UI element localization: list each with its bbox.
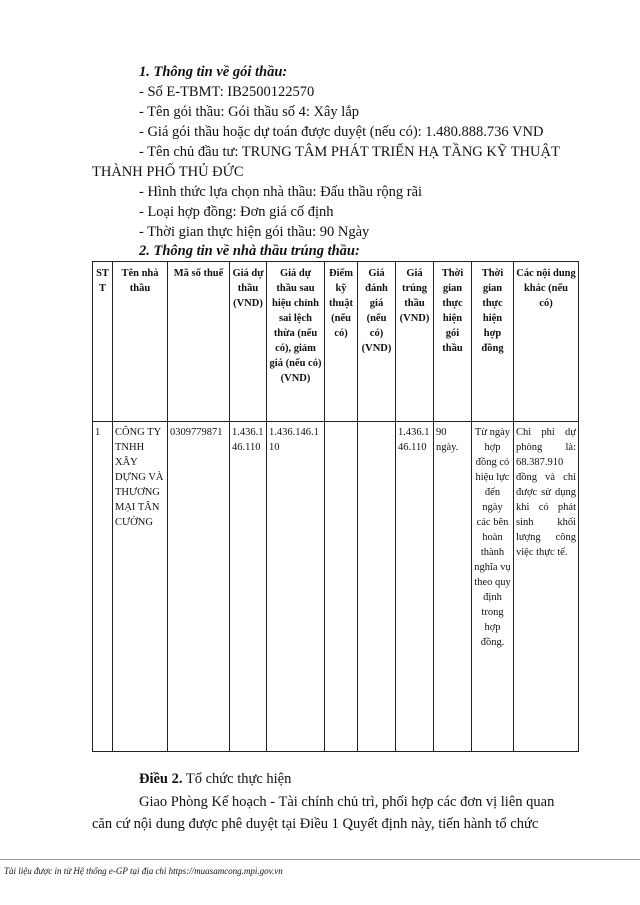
col-header-contractor: Tên nhà thầu [113,262,168,422]
info-tbmt: - Số E-TBMT: IB2500122570 [139,84,315,100]
col-header-bid-price: Giá dự thầu (VND) [230,262,267,422]
cell-contract-duration: Từ ngày hợp đồng có hiệu lực đến ngày các bên hoàn thành nghĩa vụ theo quy định trong hợp đồng. [472,422,514,752]
footer-note: Tài liệu được in từ Hệ thống e-GP tại địa chỉ https://muasamcong.mpi.gov.vn [4,866,283,876]
info-package-name: - Tên gói thầu: Gói thầu số 4: Xây lắp [139,104,360,120]
cell-tech-score [325,422,358,752]
winning-contractor-table [92,261,579,752]
section2-heading: 2. Thông tin về nhà thầu trúng thầu: [139,243,360,259]
cell-package-duration: 90 ngày. [434,422,472,752]
col-header-adjusted-price: Giá dự thầu sau hiệu chỉnh sai lệch thừa (nếu có), giảm giá (nếu có) (VND) [267,262,325,422]
footer-divider [0,859,640,860]
col-header-award-price: Giá trúng thầu (VND) [396,262,434,422]
cell-award-price: 1.436.146.110 [396,422,434,752]
table-row [93,422,579,752]
col-header-stt: STT [93,262,113,422]
cell-stt: 1 [93,422,113,752]
cell-other: Chi phí dự phòng là: 68.387.910 đồng và chỉ được sử dụng khi có phát sinh khối lượng công việc thực tế. [514,422,579,752]
cell-contractor: CÔNG TY TNHH XÂY DỰNG VÀ THƯƠNG MẠI TÂN CƯỜNG [113,422,168,752]
info-selection-method: - Hình thức lựa chọn nhà thầu: Đấu thầu rộng rãi [139,184,423,200]
cell-adjusted-price: 1.436.146.110 [267,422,325,752]
info-investor-cont: THÀNH PHỐ THỦ ĐỨC [92,164,244,180]
col-header-tax-code: Mã số thuế [168,262,230,422]
col-header-tech-score: Điểm kỹ thuật (nếu có) [325,262,358,422]
article2-title [139,770,291,788]
cell-eval-price [358,422,396,752]
article2-title-text: Điều 2. Tổ chức thực hiện [139,771,292,787]
info-contract-type: - Loại hợp đồng: Đơn giá cố định [139,204,334,220]
info-investor: - Tên chủ đầu tư: TRUNG TÂM PHÁT TRIỂN HẠ TẦNG KỸ THUẬT [139,144,560,160]
table-header-row [93,262,579,422]
info-duration: - Thời gian thực hiện gói thầu: 90 Ngày [139,224,370,240]
info-package-price: - Giá gói thầu hoặc dự toán được duyệt (nếu có): 1.480.888.736 VND [139,124,544,140]
col-header-other: Các nội dung khác (nếu có) [514,262,579,422]
col-header-eval-price: Giá đánh giá (nếu có) (VND) [358,262,396,422]
section1-heading: 1. Thông tin về gói thầu: [139,64,288,80]
article2-para-line1: Giao Phòng Kế hoạch - Tài chính chủ trì, phối hợp các đơn vị liên quan [139,794,555,810]
col-header-package-duration: Thời gian thực hiện gói thầu [434,262,472,422]
col-header-contract-duration: Thời gian thực hiện hợp đồng [472,262,514,422]
cell-bid-price: 1.436.146.110 [230,422,267,752]
cell-tax-code: 0309779871 [168,422,230,752]
article2-para-line2: căn cứ nội dung được phê duyệt tại Điều 1 Quyết định này, tiến hành tổ chức [92,816,539,832]
